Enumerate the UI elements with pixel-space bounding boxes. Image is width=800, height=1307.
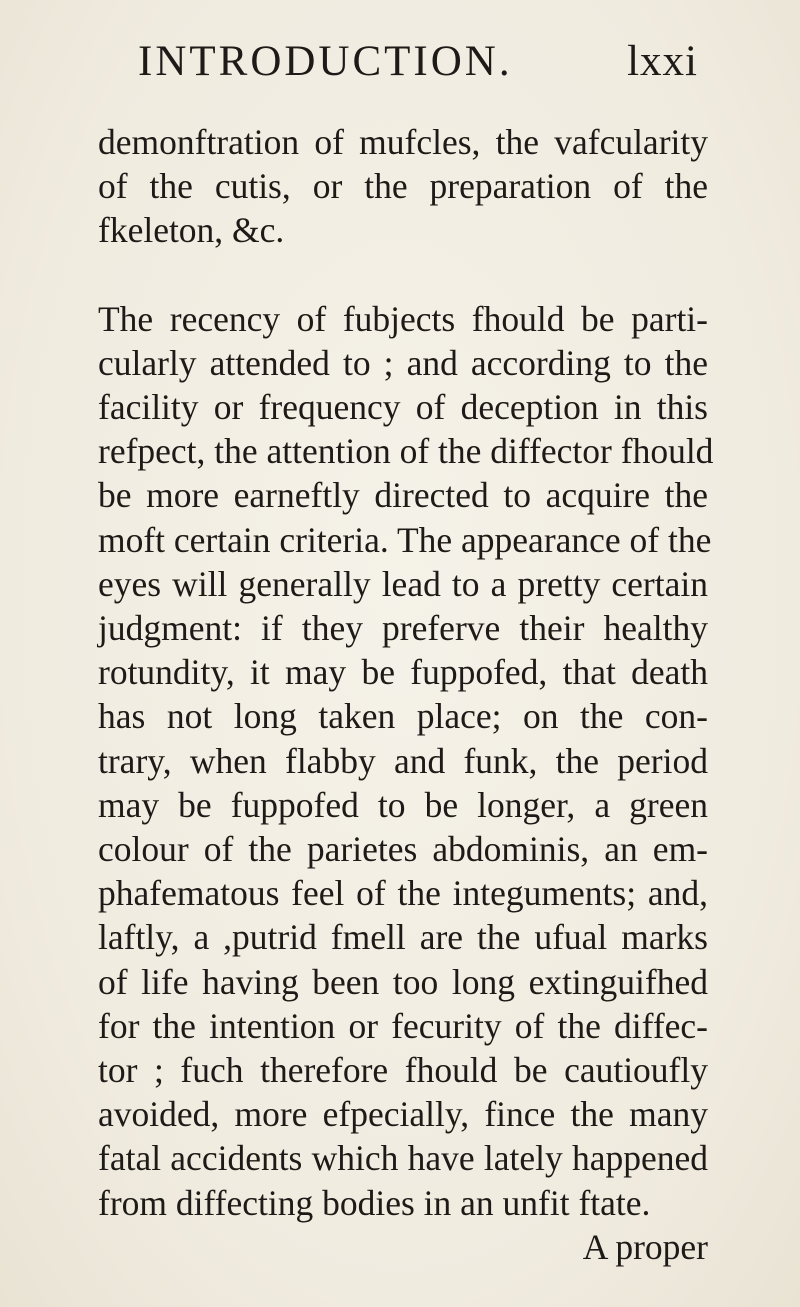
text-line: refpect, the attention of the diffector fhould [98, 431, 714, 472]
text-line: phafematous feel of the integuments; and, [98, 873, 708, 914]
running-header [138, 40, 698, 83]
text-line: from diffecting bodies in an unfit ftate. [98, 1182, 651, 1223]
text-line: has not long taken place; on the con- [98, 696, 708, 737]
text-line: be more earneftly directed to acquire the [98, 475, 708, 516]
text-line: demonftration of mufcles, the vafcularity [98, 122, 708, 162]
body-text [98, 120, 714, 1269]
text-line: fkeleton, &c. [98, 210, 285, 251]
text-line: laftly, a ,putrid fmell are the ufual marks [98, 917, 708, 958]
text-line: judgment: if they preferve their healthy [98, 608, 708, 649]
text-line: avoided, more efpecially, fince the many [98, 1094, 708, 1135]
page-number: lxxi [627, 38, 698, 85]
text-line: moft certain criteria. The appearance of the [98, 519, 712, 560]
text-line: for the intention or fecurity of the diffec- [98, 1005, 708, 1046]
text-line: The recency of fubjects fhould be parti- [98, 298, 708, 339]
text-line: trary, when flabby and funk, the period [98, 740, 708, 781]
catchword: A proper [582, 1226, 708, 1267]
text-line: of life having been too long extinguifhed [98, 961, 708, 1002]
text-line: tor ; fuch therefore fhould be cautioufly [98, 1050, 708, 1091]
paragraph-2 [98, 297, 714, 1225]
text-line: colour of the parietes abdominis, an em- [98, 829, 708, 870]
text-line: may be fuppofed to be longer, a green [98, 784, 708, 825]
text-line: fatal accidents which have lately happened [98, 1138, 708, 1179]
running-title: INTRODUCTION. [138, 38, 513, 85]
text-line: rotundity, it may be fuppofed, that death [98, 652, 708, 693]
text-line: eyes will generally lead to a pretty certain [98, 563, 708, 604]
text-line: facility or frequency of deception in this [98, 387, 708, 428]
paragraph-1 [98, 120, 708, 253]
text-line: cularly attended to ; and according to the [98, 342, 708, 383]
text-line: of the cutis, or the preparation of the [98, 166, 708, 207]
